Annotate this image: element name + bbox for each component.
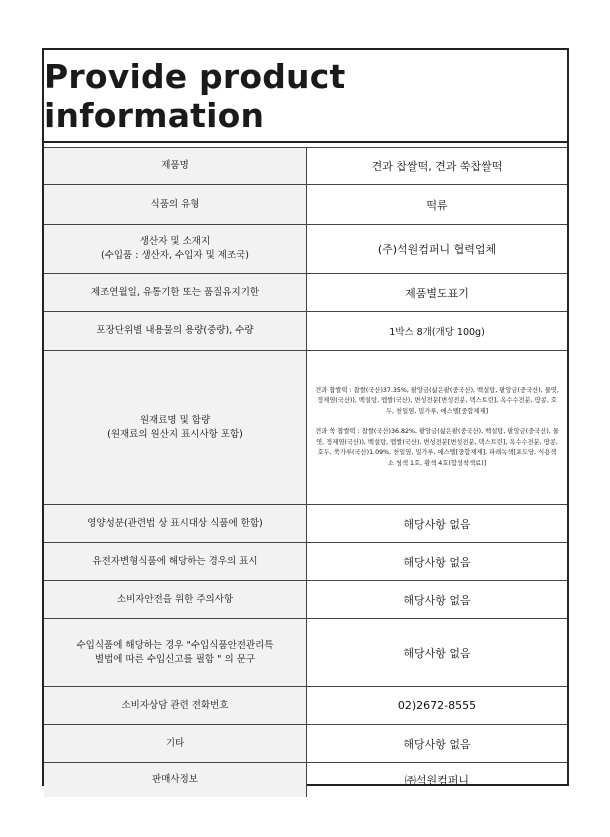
row-food-type [44, 185, 567, 225]
row-gmo [44, 543, 567, 581]
row-label [44, 274, 307, 311]
label-line: 제조연월일, 유통기한 또는 품질유지기한 [90, 286, 260, 298]
ingredients-value [307, 351, 567, 504]
label-line: (원재료의 원산지 표시사항 포함) [107, 428, 243, 440]
row-expiry [44, 274, 567, 312]
label-line: 소비자상담 관련 전화번호 [121, 699, 229, 711]
row-seller [44, 763, 567, 797]
row-quantity [44, 312, 567, 351]
row-phone [44, 687, 567, 725]
label-line: 유전자변형식품에 해당하는 경우의 표시 [92, 555, 258, 567]
row-ingredients [44, 351, 567, 505]
row-label [44, 351, 307, 504]
row-label [44, 581, 307, 618]
row-label [44, 619, 307, 686]
row-etc [44, 725, 567, 763]
label-line: 생산자 및 소재지 [139, 236, 211, 247]
row-value: 해당사항 없음 [403, 737, 471, 751]
row-nutrition [44, 505, 567, 543]
row-label [44, 543, 307, 580]
label-line: 원재료명 및 함량 [139, 414, 211, 426]
label-line: 판매사정보 [152, 774, 198, 785]
label-line: 포장단위별 내용물의 용량(중량), 수량 [96, 325, 254, 336]
ingredients-text-1: 견과 찹쌀떡 : 찹쌀(국산)37.35%, 팥앙금(삶은팥(중국산), 백설탕, 팥앙금(중국산), 물엿, 정제염(국산)), 백설탕, 멥쌀(국산), 변성전분[변성전분, 덱스트린], 옥수수전분, 땅콩, 호두, 천일염, 밀가루, 에스텔[중합제제] [315, 386, 559, 415]
page-title: Provide product information [44, 50, 567, 143]
row-safety [44, 581, 567, 619]
label-line: 기타 [165, 737, 185, 749]
row-label [44, 725, 307, 762]
row-producer [44, 225, 567, 274]
row-label [44, 687, 307, 724]
product-info-sheet [42, 48, 569, 786]
row-value: ㈜석원컴퍼니 [404, 774, 470, 787]
label-line: 식품의 유형 [150, 198, 200, 210]
row-label [44, 225, 307, 273]
row-value: 견과 찹쌀떡, 견과 쑥찹쌀떡 [371, 160, 503, 173]
row-import-notice [44, 619, 567, 687]
row-value: 떡류 [426, 198, 448, 212]
row-value: 02)2672-8555 [397, 699, 477, 712]
row-product-name [44, 148, 567, 185]
row-value: 1박스 8개(개당 100g) [389, 327, 485, 338]
label-line: 별법에 따른 수입신고를 필함 " 의 문구 [94, 653, 256, 665]
row-label [44, 185, 307, 224]
row-value: 해당사항 없음 [403, 593, 471, 607]
row-label [44, 148, 307, 184]
row-label [44, 505, 307, 542]
row-value: 해당사항 없음 [403, 517, 471, 531]
row-value: 제품별도표기 [405, 286, 469, 300]
label-line: 영양성분(관련법 상 표시대상 식품에 한함) [87, 517, 263, 529]
row-value: 해당사항 없음 [403, 646, 471, 660]
label-line: 수입식품에 해당하는 경우 "수입식품안전관리특 [76, 639, 274, 651]
label-line: (수입품 : 생산자, 수입자 및 제조국) [100, 250, 250, 261]
row-value: (주)석원컴퍼니 협력업체 [377, 243, 497, 256]
row-value: 해당사항 없음 [403, 555, 471, 569]
ingredients-text-2: 견과 쑥 찹쌀떡 : 찹쌀(국산)36.82%, 팥앙금(삶은팥(중국산), 백설탕, 팥앙금(중국산), 물엿, 정제염(국산)), 백설탕, 멥쌀(국산), 변성전분[변성전분, 덱스트린], 옥수수전분, 땅콩, 호두, 쑥가루(국산)1.09%, 천일염, 밀가루, 에스텔[중합제제], 파래녹색[포도당, 식용색소 청색 1호, 황색 4호(합성착색료)] [315, 428, 559, 467]
label-line: 소비자안전을 위한 주의사항 [116, 593, 234, 605]
label-line: 제품명 [161, 160, 189, 171]
row-label [44, 312, 307, 350]
row-label [44, 763, 307, 797]
